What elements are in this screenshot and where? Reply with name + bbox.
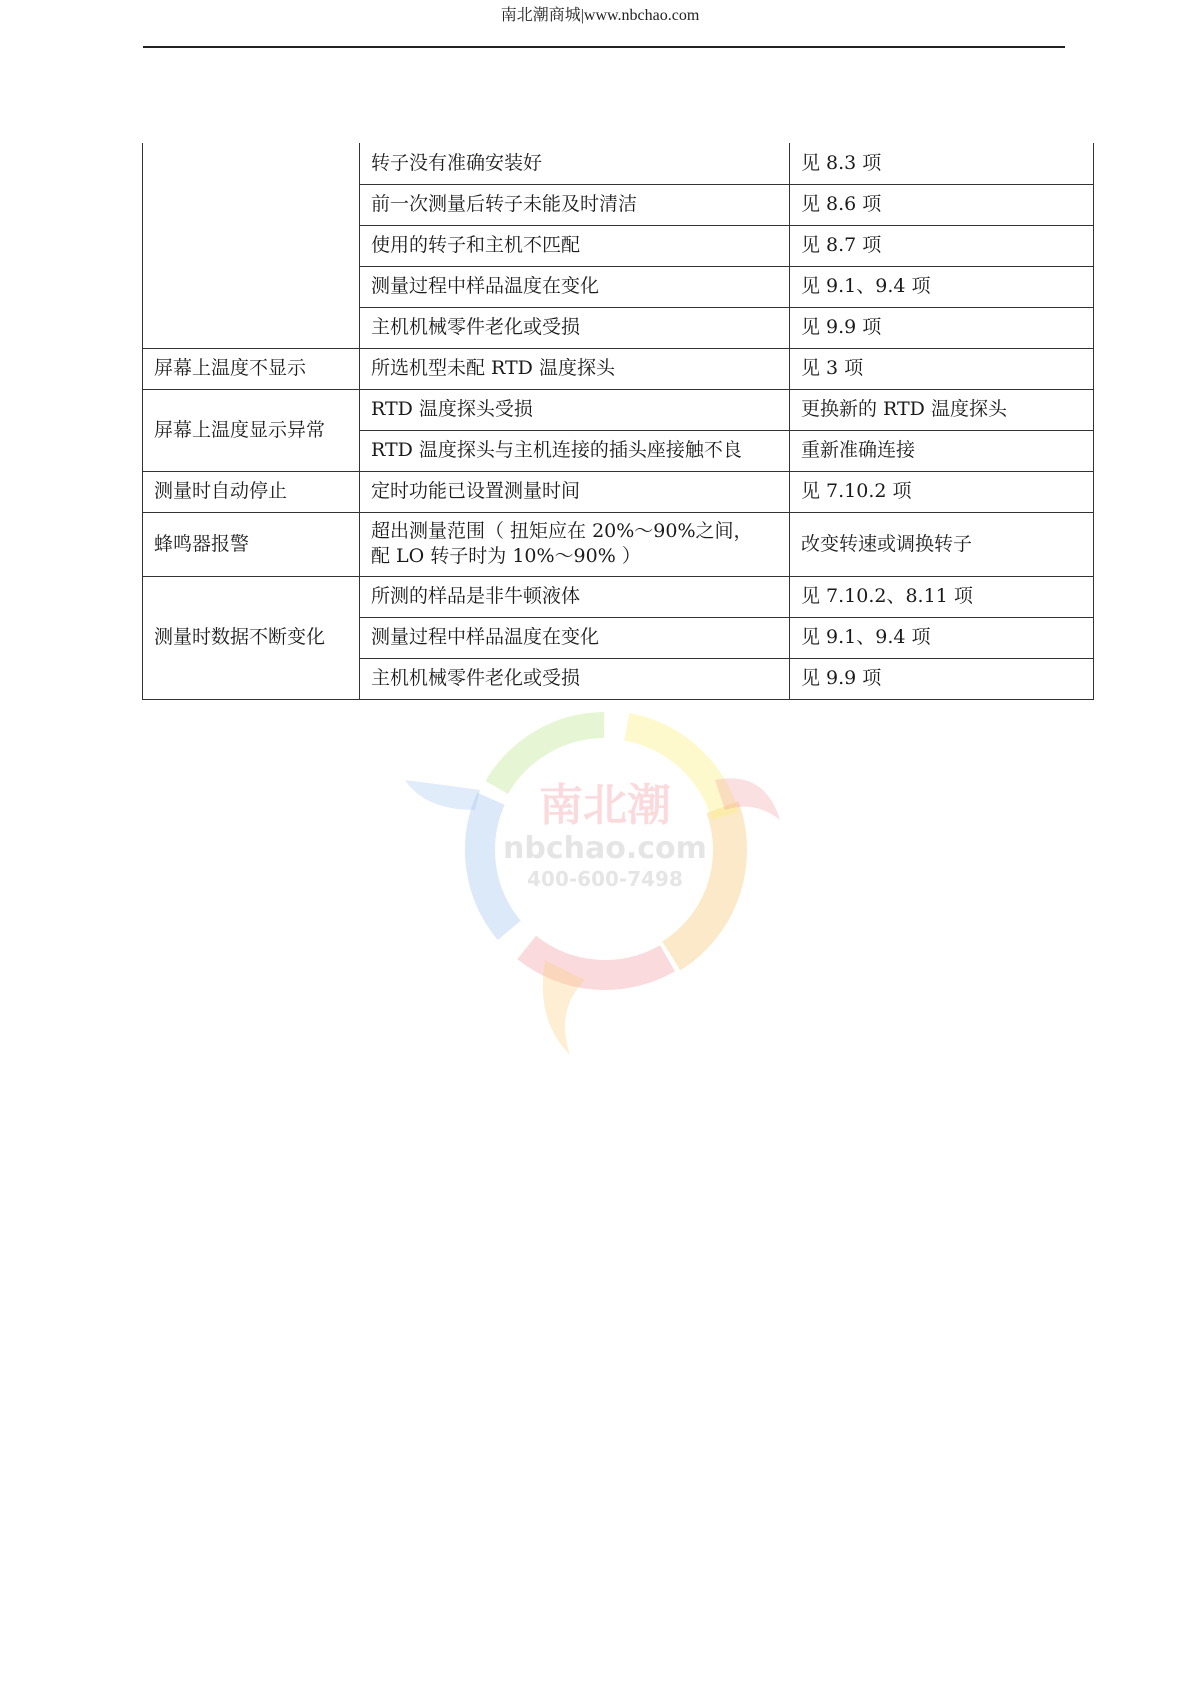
- watermark-brand: 南北潮: [539, 780, 671, 831]
- solution-cell: 见 9.1、9.4 项: [790, 617, 1094, 658]
- symptom-cell: 测量时自动停止: [143, 471, 360, 512]
- cause-cell: 前一次测量后转子未能及时清洁: [360, 184, 790, 225]
- cause-cell: 使用的转子和主机不匹配: [360, 225, 790, 266]
- table-row: [143, 471, 1094, 512]
- solution-cell: 见 8.6 项: [790, 184, 1094, 225]
- symptom-cell: [143, 143, 360, 348]
- cause-cell: 测量过程中样品温度在变化: [360, 266, 790, 307]
- table-row: [143, 348, 1094, 389]
- solution-cell: 见 9.1、9.4 项: [790, 266, 1094, 307]
- table-row: [143, 389, 1094, 430]
- solution-cell: 见 9.9 项: [790, 658, 1094, 699]
- solution-cell: 改变转速或调换转子: [790, 512, 1094, 576]
- troubleshooting-table: [142, 143, 1094, 700]
- solution-cell: 见 7.10.2 项: [790, 471, 1094, 512]
- cause-cell: 所测的样品是非牛顿液体: [360, 576, 790, 617]
- cause-cell: 主机机械零件老化或受损: [360, 658, 790, 699]
- cause-cell: [360, 512, 790, 576]
- solution-cell: 见 8.3 项: [790, 143, 1094, 184]
- cause-cell: 转子没有准确安装好: [360, 143, 790, 184]
- cause-cell: RTD 温度探头与主机连接的插头座接触不良: [360, 430, 790, 471]
- solution-cell: 更换新的 RTD 温度探头: [790, 389, 1094, 430]
- table-row: [143, 143, 1094, 184]
- watermark-domain: nbchao.com: [503, 831, 707, 866]
- cause-line: 超出测量范围（ 扭矩应在 20%～90%之间，: [371, 520, 753, 542]
- watermark-phone: 400-600-7498: [527, 867, 683, 891]
- nbchao-watermark-logo: [385, 660, 825, 1070]
- symptom-cell: 测量时数据不断变化: [143, 576, 360, 699]
- symptom-cell: 屏幕上温度不显示: [143, 348, 360, 389]
- solution-cell: 见 9.9 项: [790, 307, 1094, 348]
- solution-cell: 见 3 项: [790, 348, 1094, 389]
- symptom-cell: 屏幕上温度显示异常: [143, 389, 360, 471]
- table-row: [143, 512, 1094, 576]
- cause-cell: 测量过程中样品温度在变化: [360, 617, 790, 658]
- symptom-cell: 蜂鸣器报警: [143, 512, 360, 576]
- solution-cell: 见 8.7 项: [790, 225, 1094, 266]
- header-divider: [143, 46, 1065, 48]
- table-row: [143, 576, 1094, 617]
- page-header-site: 南北潮商城|www.nbchao.com: [500, 7, 700, 24]
- cause-line: 配 LO 转子时为 10%～90% ）: [371, 545, 641, 567]
- cause-cell: 所选机型未配 RTD 温度探头: [360, 348, 790, 389]
- cause-cell: RTD 温度探头受损: [360, 389, 790, 430]
- cause-cell: 主机机械零件老化或受损: [360, 307, 790, 348]
- solution-cell: 重新准确连接: [790, 430, 1094, 471]
- cause-cell: 定时功能已设置测量时间: [360, 471, 790, 512]
- solution-cell: 见 7.10.2、8.11 项: [790, 576, 1094, 617]
